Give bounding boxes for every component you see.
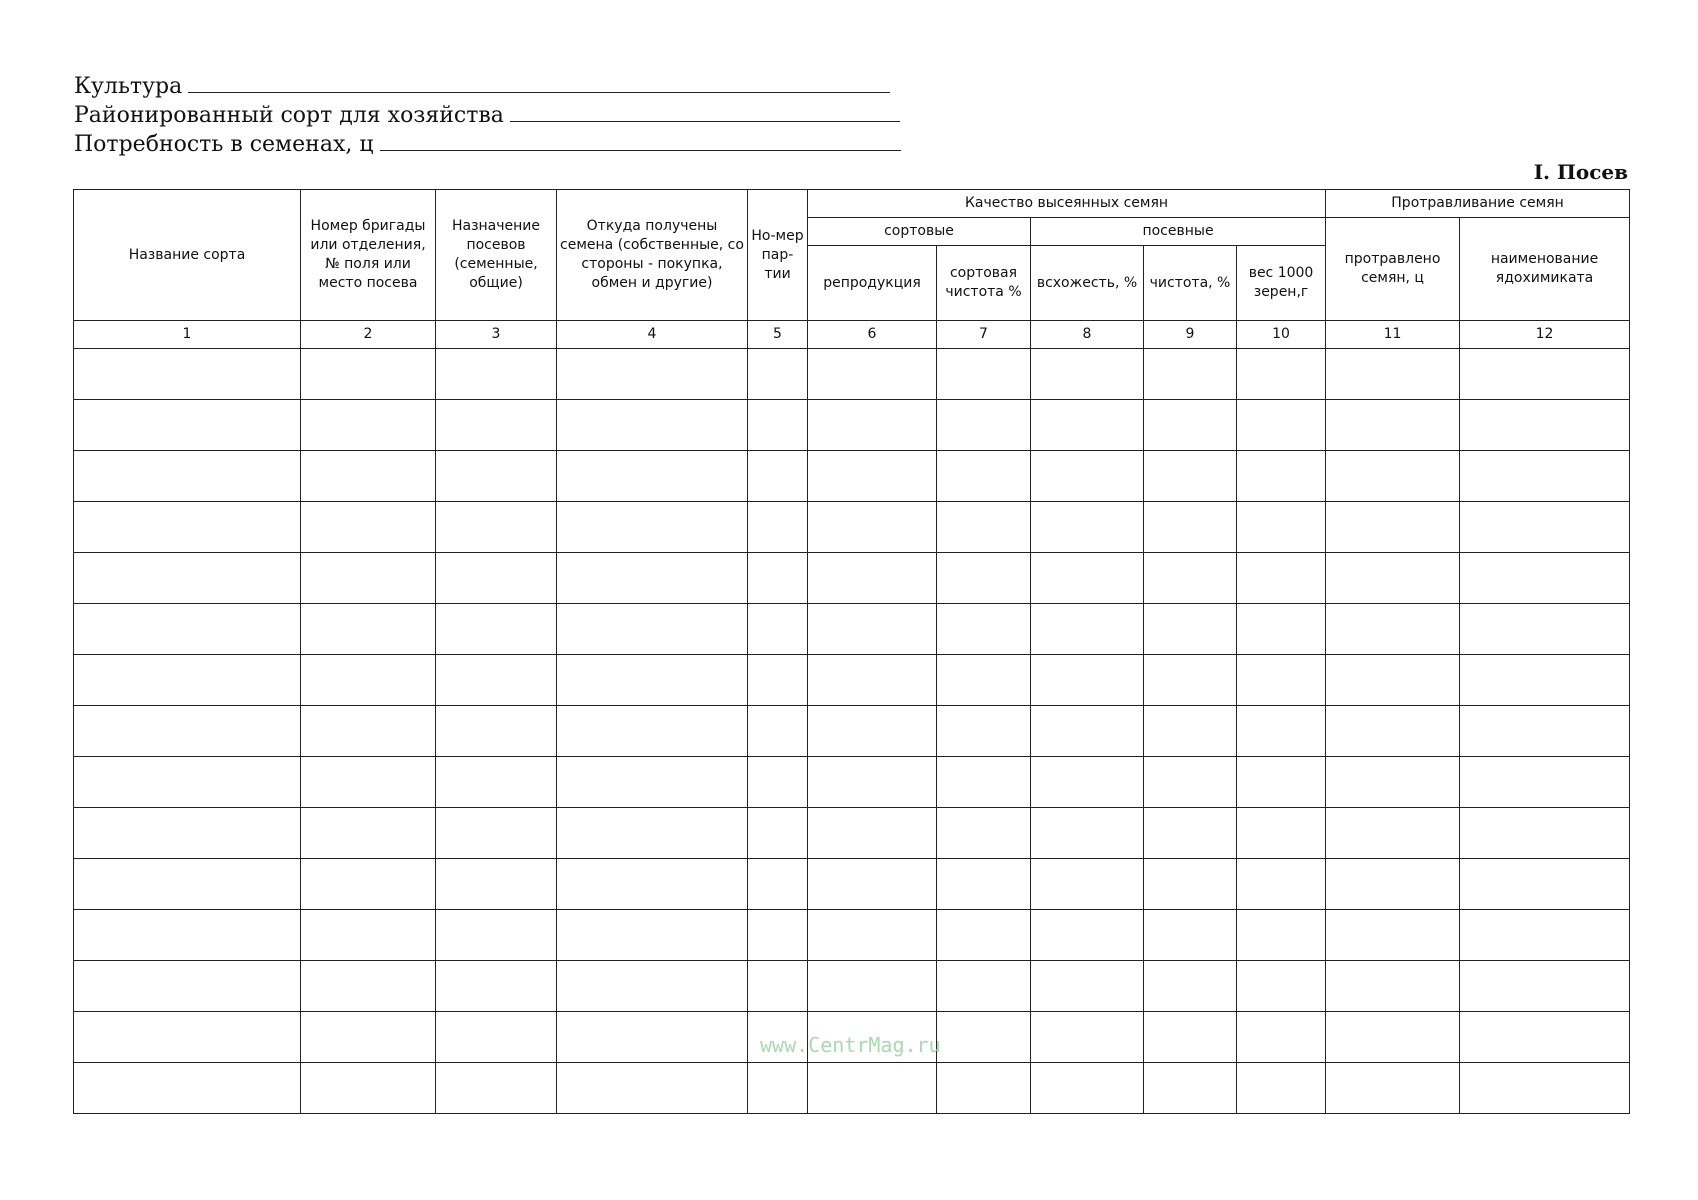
table-cell[interactable] <box>301 553 436 604</box>
table-cell[interactable] <box>1237 451 1326 502</box>
culture-field[interactable] <box>188 72 890 93</box>
table-cell[interactable] <box>557 808 748 859</box>
table-cell[interactable] <box>301 706 436 757</box>
column-number: 9 <box>1144 321 1237 349</box>
table-cell[interactable] <box>74 1012 301 1063</box>
table-cell[interactable] <box>74 553 301 604</box>
table-cell[interactable] <box>1326 553 1460 604</box>
table-row <box>74 451 1630 502</box>
table-cell[interactable] <box>1326 502 1460 553</box>
seed-need-label: Потребность в семенах, ц <box>74 132 374 157</box>
table-cell[interactable] <box>1326 604 1460 655</box>
column-number: 2 <box>301 321 436 349</box>
header-germination: всхожесть, % <box>1031 246 1144 321</box>
table-cell[interactable] <box>748 553 808 604</box>
seed-need-field[interactable] <box>380 130 901 151</box>
table-cell[interactable] <box>557 553 748 604</box>
header-source: Откуда получены семена (собственные, со стороны - покупка, обмен и другие) <box>557 190 748 321</box>
table-cell[interactable] <box>1144 1012 1237 1063</box>
seed-need-line <box>74 130 901 158</box>
table-row <box>74 655 1630 706</box>
table-cell[interactable] <box>301 451 436 502</box>
table-cell[interactable] <box>748 1063 808 1114</box>
table-cell[interactable] <box>748 400 808 451</box>
column-number: 12 <box>1460 321 1630 349</box>
table-cell[interactable] <box>937 451 1031 502</box>
table-cell[interactable] <box>1460 808 1630 859</box>
table-cell[interactable] <box>557 961 748 1012</box>
table-cell[interactable] <box>436 400 557 451</box>
table-cell[interactable] <box>1031 553 1144 604</box>
table-cell[interactable] <box>808 757 937 808</box>
table-cell[interactable] <box>74 400 301 451</box>
table-cell[interactable] <box>748 910 808 961</box>
table-cell[interactable] <box>1031 400 1144 451</box>
table-cell[interactable] <box>301 859 436 910</box>
table-cell[interactable] <box>1144 349 1237 400</box>
table-cell[interactable] <box>301 910 436 961</box>
table-cell[interactable] <box>1237 961 1326 1012</box>
table-body <box>74 349 1630 1114</box>
table-cell[interactable] <box>937 706 1031 757</box>
table-cell[interactable] <box>1460 349 1630 400</box>
table-cell[interactable] <box>557 655 748 706</box>
table-row <box>74 859 1630 910</box>
table-cell[interactable] <box>1144 655 1237 706</box>
table-cell[interactable] <box>937 961 1031 1012</box>
table-cell[interactable] <box>937 757 1031 808</box>
table-cell[interactable] <box>557 400 748 451</box>
header-reproduction: репродукция <box>808 246 937 321</box>
variety-field[interactable] <box>510 101 900 122</box>
table-cell[interactable] <box>937 910 1031 961</box>
table-cell[interactable] <box>436 655 557 706</box>
table-cell[interactable] <box>748 502 808 553</box>
table-cell[interactable] <box>557 502 748 553</box>
table-cell[interactable] <box>1237 757 1326 808</box>
table-cell[interactable] <box>557 859 748 910</box>
table-cell[interactable] <box>1326 655 1460 706</box>
table-cell[interactable] <box>808 349 937 400</box>
table-cell[interactable] <box>748 655 808 706</box>
table-cell[interactable] <box>301 655 436 706</box>
table-cell[interactable] <box>74 604 301 655</box>
table-cell[interactable] <box>74 757 301 808</box>
table-row <box>74 961 1630 1012</box>
table-cell[interactable] <box>1031 604 1144 655</box>
column-number: 8 <box>1031 321 1144 349</box>
table-cell[interactable] <box>748 961 808 1012</box>
header-variety-name: Название сорта <box>74 190 301 321</box>
table-cell[interactable] <box>436 502 557 553</box>
table-cell[interactable] <box>74 1063 301 1114</box>
table-cell[interactable] <box>937 1063 1031 1114</box>
table-cell[interactable] <box>1460 1012 1630 1063</box>
header-purity: чистота, % <box>1144 246 1237 321</box>
table-cell[interactable] <box>1031 859 1144 910</box>
table-cell[interactable] <box>1237 553 1326 604</box>
table-cell[interactable] <box>74 859 301 910</box>
header-treatment-group: Протравливание семян <box>1326 190 1630 218</box>
table-cell[interactable] <box>1326 808 1460 859</box>
table-cell[interactable] <box>301 757 436 808</box>
table-cell[interactable] <box>1031 349 1144 400</box>
table-cell[interactable] <box>557 910 748 961</box>
table-row <box>74 553 1630 604</box>
table-cell[interactable] <box>937 655 1031 706</box>
table-cell[interactable] <box>1237 604 1326 655</box>
table-cell[interactable] <box>1144 400 1237 451</box>
table-cell[interactable] <box>1460 706 1630 757</box>
table-cell[interactable] <box>74 910 301 961</box>
table-cell[interactable] <box>1144 757 1237 808</box>
table-cell[interactable] <box>436 604 557 655</box>
table-cell[interactable] <box>937 859 1031 910</box>
column-number: 5 <box>748 321 808 349</box>
table-cell[interactable] <box>1031 1012 1144 1063</box>
column-number: 4 <box>557 321 748 349</box>
table-cell[interactable] <box>808 808 937 859</box>
table-cell[interactable] <box>1237 502 1326 553</box>
table-cell[interactable] <box>1460 859 1630 910</box>
table-cell[interactable] <box>557 1012 748 1063</box>
table-cell[interactable] <box>436 553 557 604</box>
table-cell[interactable] <box>808 604 937 655</box>
header-varietal-purity: сортовая чистота % <box>937 246 1031 321</box>
table-cell[interactable] <box>557 706 748 757</box>
table-cell[interactable] <box>1237 859 1326 910</box>
table-cell[interactable] <box>1031 1063 1144 1114</box>
table-cell[interactable] <box>1031 502 1144 553</box>
table-cell[interactable] <box>1031 451 1144 502</box>
table-cell[interactable] <box>1237 400 1326 451</box>
table-cell[interactable] <box>1326 1012 1460 1063</box>
header-thousand-weight: вес 1000 зерен,г <box>1237 246 1326 321</box>
table-cell[interactable] <box>1460 502 1630 553</box>
table-cell[interactable] <box>1326 400 1460 451</box>
table-cell[interactable] <box>301 349 436 400</box>
table-cell[interactable] <box>1031 961 1144 1012</box>
table-cell[interactable] <box>1237 655 1326 706</box>
table-cell[interactable] <box>1326 349 1460 400</box>
culture-line <box>74 72 890 100</box>
table-cell[interactable] <box>1237 808 1326 859</box>
column-number: 10 <box>1237 321 1326 349</box>
header-purpose: Назначение посевов (семенные, общие) <box>436 190 557 321</box>
table-row <box>74 706 1630 757</box>
table-cell[interactable] <box>1326 1063 1460 1114</box>
table-cell[interactable] <box>436 1063 557 1114</box>
table-cell[interactable] <box>1326 859 1460 910</box>
table-cell[interactable] <box>1326 961 1460 1012</box>
table-cell[interactable] <box>1144 910 1237 961</box>
table-cell[interactable] <box>1460 757 1630 808</box>
table-cell[interactable] <box>557 757 748 808</box>
table-cell[interactable] <box>74 706 301 757</box>
watermark: www.CentrMag.ru <box>760 1033 941 1057</box>
table-cell[interactable] <box>436 1012 557 1063</box>
column-number: 3 <box>436 321 557 349</box>
header-sowing-group: посевные <box>1031 218 1326 246</box>
column-number-row <box>74 321 1630 349</box>
table-cell[interactable] <box>1460 1063 1630 1114</box>
variety-label: Районированный сорт для хозяйства <box>74 103 504 128</box>
table-cell[interactable] <box>557 451 748 502</box>
table-cell[interactable] <box>436 910 557 961</box>
table-cell[interactable] <box>557 349 748 400</box>
table-cell[interactable] <box>748 706 808 757</box>
table-cell[interactable] <box>808 910 937 961</box>
table-cell[interactable] <box>808 502 937 553</box>
table-cell[interactable] <box>1326 757 1460 808</box>
header-treated-amount: протравлено семян, ц <box>1326 218 1460 321</box>
sowing-table <box>73 189 1630 1114</box>
table-row <box>74 910 1630 961</box>
table-cell[interactable] <box>1031 808 1144 859</box>
table-cell[interactable] <box>1460 553 1630 604</box>
header-quality-group: Качество высеянных семян <box>808 190 1326 218</box>
table-cell[interactable] <box>1144 808 1237 859</box>
table-cell[interactable] <box>74 349 301 400</box>
table-cell[interactable] <box>748 859 808 910</box>
table-cell[interactable] <box>937 400 1031 451</box>
table-cell[interactable] <box>1031 655 1144 706</box>
table-cell[interactable] <box>1460 400 1630 451</box>
table-cell[interactable] <box>748 349 808 400</box>
table-cell[interactable] <box>1326 910 1460 961</box>
table-cell[interactable] <box>74 808 301 859</box>
header-varietal-group: сортовые <box>808 218 1031 246</box>
table-cell[interactable] <box>74 451 301 502</box>
table-cell[interactable] <box>436 859 557 910</box>
header-brigade: Номер бригады или отделения, № поля или место посева <box>301 190 436 321</box>
table-cell[interactable] <box>1326 451 1460 502</box>
table-cell[interactable] <box>808 553 937 604</box>
table-cell[interactable] <box>74 961 301 1012</box>
table-cell[interactable] <box>301 502 436 553</box>
table-cell[interactable] <box>937 604 1031 655</box>
column-number: 7 <box>937 321 1031 349</box>
table-row <box>74 1063 1630 1114</box>
table-cell[interactable] <box>301 808 436 859</box>
table-cell[interactable] <box>1144 604 1237 655</box>
table-row <box>74 400 1630 451</box>
table-row <box>74 502 1630 553</box>
table-cell[interactable] <box>1460 451 1630 502</box>
table-cell[interactable] <box>1144 502 1237 553</box>
table-cell[interactable] <box>74 655 301 706</box>
table-cell[interactable] <box>937 808 1031 859</box>
table-cell[interactable] <box>1031 910 1144 961</box>
table-cell[interactable] <box>1460 961 1630 1012</box>
table-cell[interactable] <box>301 400 436 451</box>
table-row <box>74 604 1630 655</box>
table-cell[interactable] <box>1460 655 1630 706</box>
table-cell[interactable] <box>1144 706 1237 757</box>
column-number: 11 <box>1326 321 1460 349</box>
section-title: I. Посев <box>1533 160 1628 184</box>
table-cell[interactable] <box>1237 910 1326 961</box>
table-cell[interactable] <box>1460 604 1630 655</box>
table-cell[interactable] <box>74 502 301 553</box>
table-cell[interactable] <box>937 1012 1031 1063</box>
table-row <box>74 349 1630 400</box>
table-cell[interactable] <box>1144 1063 1237 1114</box>
table-cell[interactable] <box>808 655 937 706</box>
table-cell[interactable] <box>808 400 937 451</box>
column-number: 6 <box>808 321 937 349</box>
table-cell[interactable] <box>748 808 808 859</box>
table-cell[interactable] <box>808 706 937 757</box>
table-cell[interactable] <box>1237 706 1326 757</box>
table-cell[interactable] <box>1237 349 1326 400</box>
table-row <box>74 808 1630 859</box>
header-batch-number: Но-мер пар-тии <box>748 190 808 321</box>
table-cell[interactable] <box>1237 1012 1326 1063</box>
table-cell[interactable] <box>301 1012 436 1063</box>
header-chemical-name: наименование ядохимиката <box>1460 218 1630 321</box>
table-cell[interactable] <box>436 706 557 757</box>
table-cell[interactable] <box>748 757 808 808</box>
table-cell[interactable] <box>937 349 1031 400</box>
table-cell[interactable] <box>436 349 557 400</box>
table-cell[interactable] <box>808 1063 937 1114</box>
variety-line <box>74 101 900 129</box>
table-cell[interactable] <box>1460 910 1630 961</box>
table-cell[interactable] <box>1144 451 1237 502</box>
table-cell[interactable] <box>1031 757 1144 808</box>
table-cell[interactable] <box>1031 706 1144 757</box>
table-cell[interactable] <box>301 961 436 1012</box>
table-cell[interactable] <box>1144 859 1237 910</box>
table-cell[interactable] <box>436 757 557 808</box>
culture-label: Культура <box>74 74 183 99</box>
table-cell[interactable] <box>1326 706 1460 757</box>
table-row <box>74 757 1630 808</box>
table-cell[interactable] <box>301 604 436 655</box>
table-cell[interactable] <box>1144 553 1237 604</box>
table-cell[interactable] <box>557 604 748 655</box>
table-cell[interactable] <box>748 604 808 655</box>
table-cell[interactable] <box>748 451 808 502</box>
table-cell[interactable] <box>557 1063 748 1114</box>
table-cell[interactable] <box>301 1063 436 1114</box>
table-cell[interactable] <box>436 451 557 502</box>
table-cell[interactable] <box>1144 961 1237 1012</box>
table-cell[interactable] <box>808 451 937 502</box>
table-cell[interactable] <box>436 961 557 1012</box>
table-cell[interactable] <box>937 502 1031 553</box>
table-cell[interactable] <box>808 859 937 910</box>
column-number: 1 <box>74 321 301 349</box>
table-cell[interactable] <box>937 553 1031 604</box>
table-cell[interactable] <box>808 961 937 1012</box>
table-cell[interactable] <box>436 808 557 859</box>
table-cell[interactable] <box>1237 1063 1326 1114</box>
